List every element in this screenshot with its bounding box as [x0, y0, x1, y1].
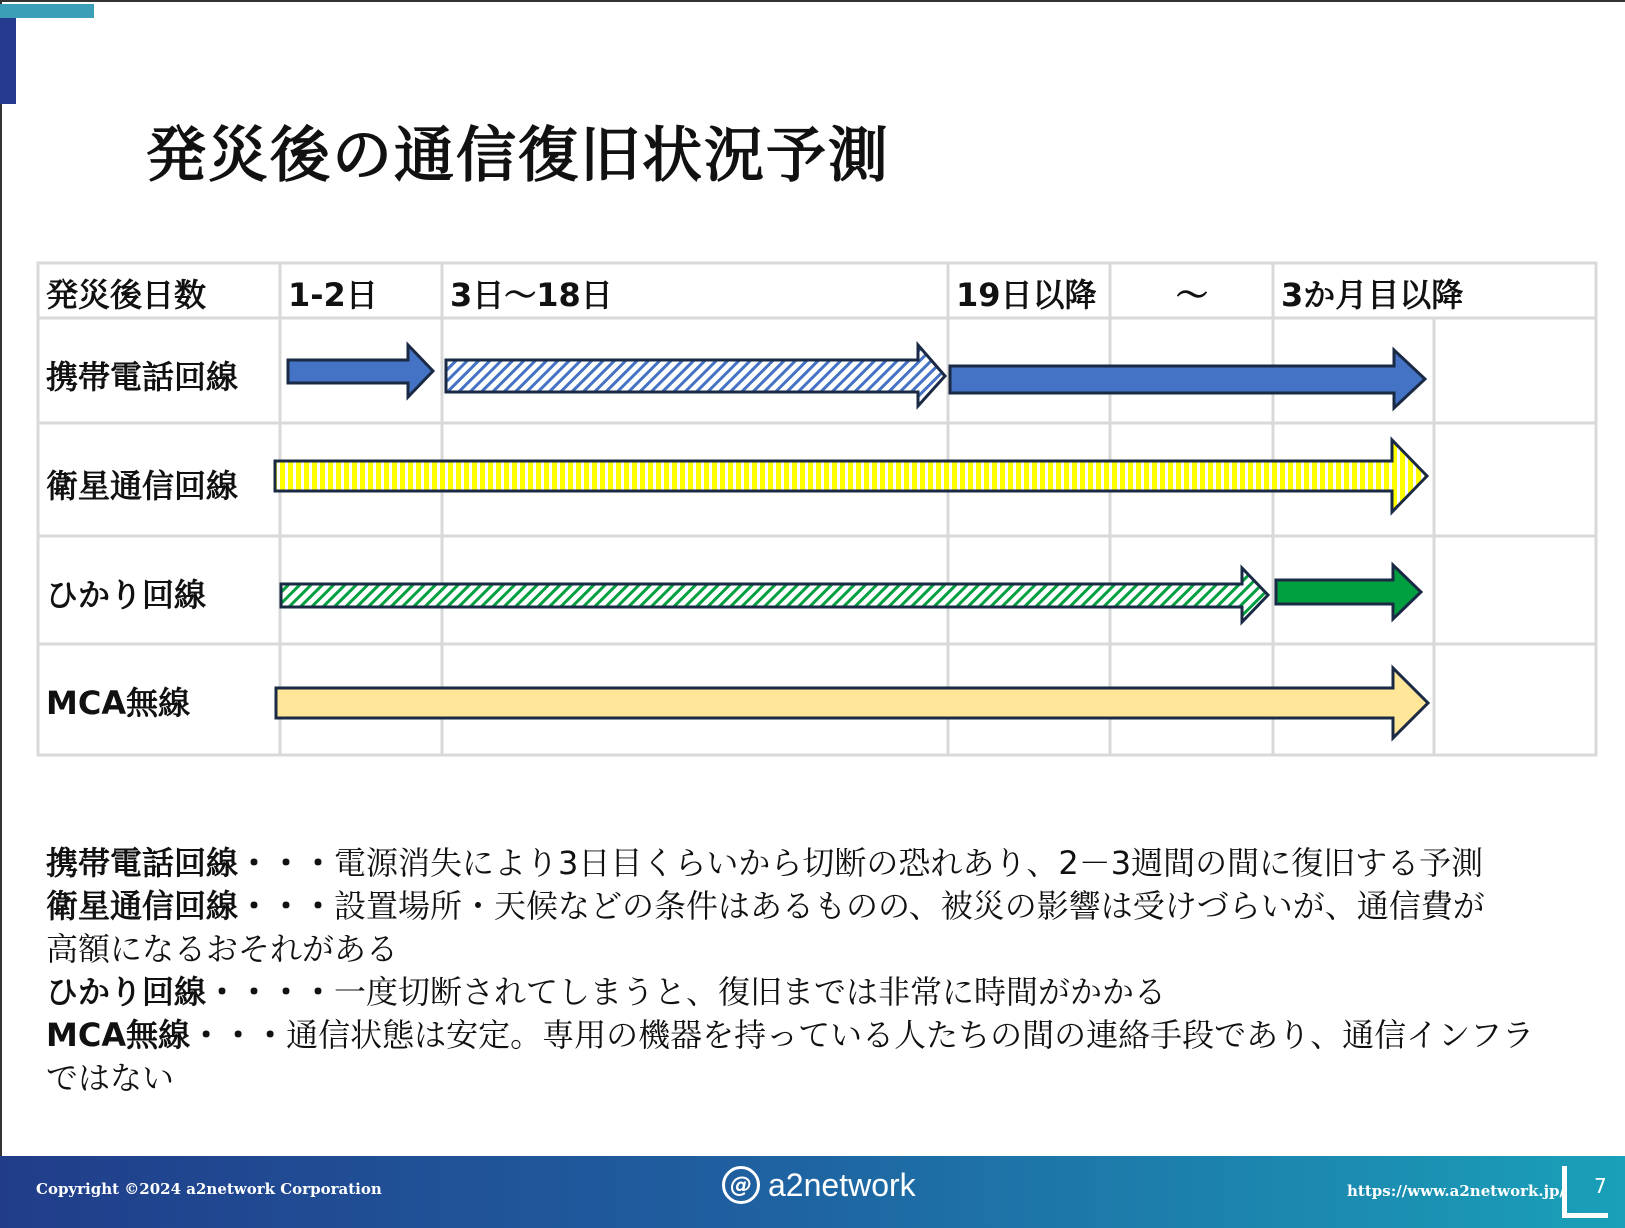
slide-title: 発災後の通信復旧状況予測	[146, 121, 890, 191]
description-mobile: 携帯電話回線・・・電源消失により3日目くらいから切断の恐れあり、2－3週間の間に復旧する予測	[46, 844, 1484, 882]
header-day1-2: 1-2日	[288, 276, 378, 314]
company-logo	[722, 1166, 916, 1204]
row-label-fiber: ひかり回線	[46, 576, 207, 614]
description-satellite: 衛星通信回線・・・設置場所・天候などの条件はあるものの、被災の影響は受けづらいが、通信費が	[46, 887, 1485, 925]
description-satellite-cont: 高額になるおそれがある	[46, 930, 399, 968]
header-day3-18: 3日～18日	[450, 276, 613, 314]
mobile-arrow-phase2	[446, 345, 945, 406]
website-url: https://www.a2network.jp/	[1347, 1182, 1566, 1200]
header-days: 発災後日数	[46, 276, 207, 314]
header-tilde: ～	[1176, 276, 1209, 314]
satellite-arrow	[275, 440, 1427, 512]
at-sign-icon: @	[722, 1166, 760, 1204]
row-label-satellite: 衛星通信回線	[46, 467, 239, 505]
mobile-arrow-phase1	[288, 345, 433, 397]
page-number: 7	[1594, 1174, 1607, 1198]
header-month3: 3か月目以降	[1281, 276, 1464, 314]
table-grid	[38, 263, 1596, 755]
row-label-mca: MCA無線	[46, 684, 191, 722]
header-day19: 19日以降	[956, 276, 1097, 314]
description-mca: MCA無線・・・通信状態は安定。専用の機器を持っている人たちの間の連絡手段であり、通信インフラ	[46, 1016, 1535, 1054]
mobile-arrow-phase3	[950, 350, 1425, 408]
footer-bar	[0, 1156, 1625, 1228]
logo-text: a2network	[768, 1166, 916, 1203]
row-label-mobile: 携帯電話回線	[46, 358, 239, 396]
fiber-arrow-phase2	[1276, 565, 1421, 619]
fiber-arrow-phase1	[281, 568, 1268, 622]
copyright: Copyright ©2024 a2network Corporation	[36, 1180, 382, 1198]
mca-arrow	[276, 668, 1428, 738]
description-fiber: ひかり回線・・・・一度切断されてしまうと、復旧までは非常に時間がかかる	[46, 973, 1167, 1011]
description-block	[46, 842, 1586, 1100]
description-mca-cont: ではない	[46, 1059, 175, 1097]
